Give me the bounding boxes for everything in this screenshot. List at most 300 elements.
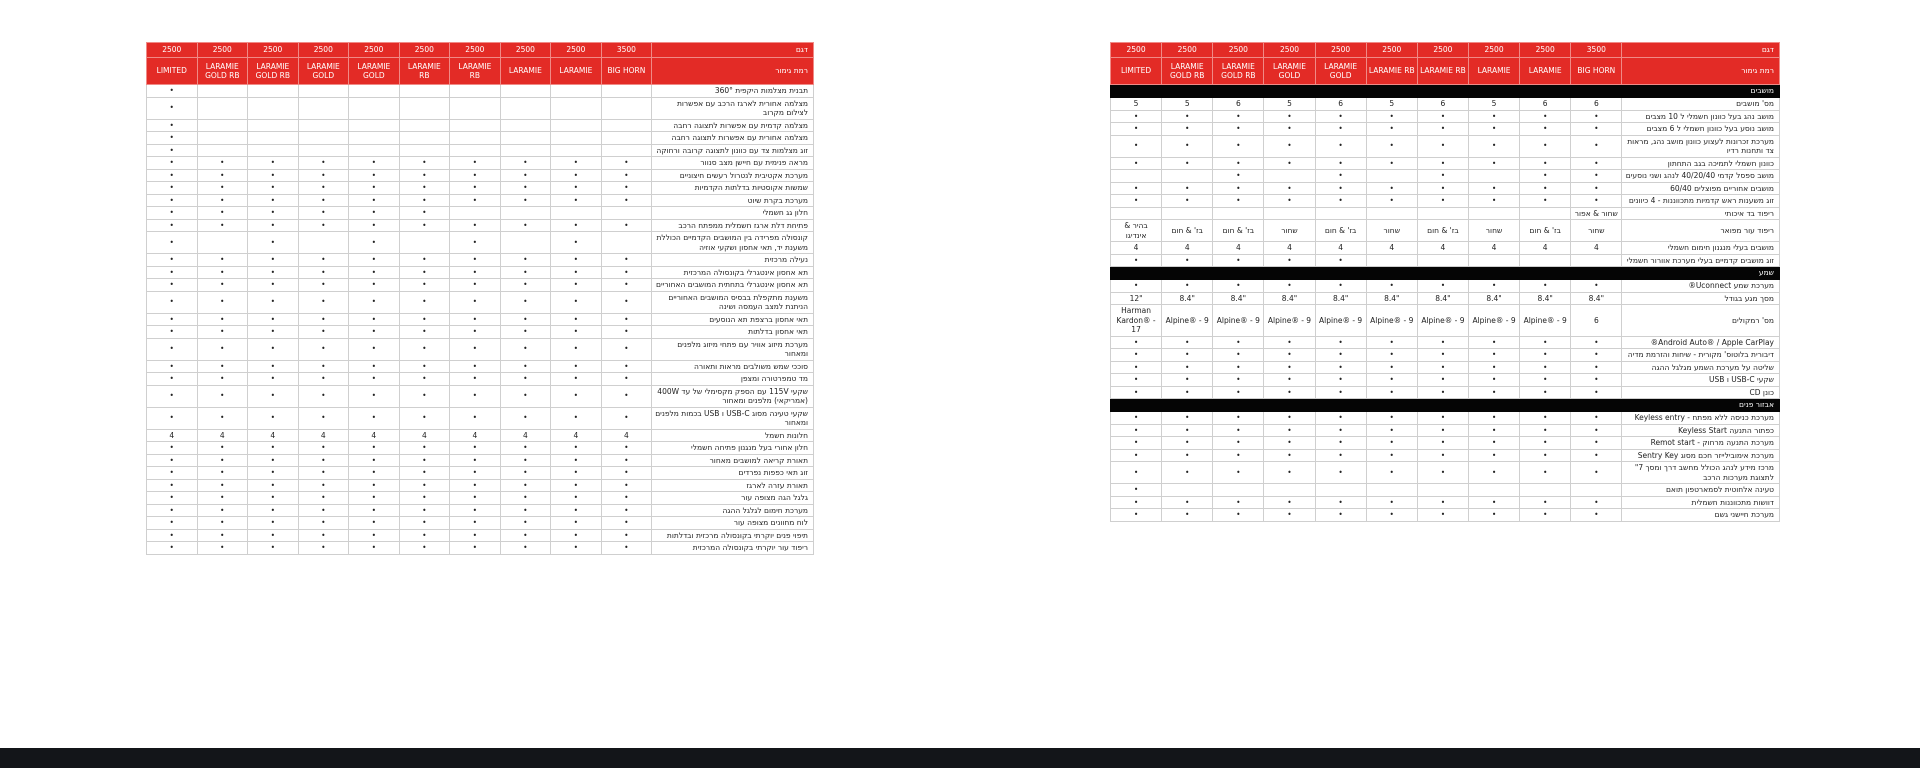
spec-value-cell: • bbox=[1520, 157, 1571, 170]
spec-value-cell: • bbox=[248, 360, 299, 373]
spec-value-cell: • bbox=[1417, 361, 1468, 374]
spec-value-cell bbox=[500, 97, 551, 119]
spec-value-cell: 6 bbox=[1520, 98, 1571, 111]
spec-value-cell bbox=[1315, 207, 1366, 220]
spec-label: סוככי שמש משולבים מראות ותאורה bbox=[652, 360, 814, 373]
spec-value-cell: • bbox=[147, 144, 198, 157]
spec-value-cell: • bbox=[1213, 386, 1264, 399]
spec-label: זוג מושבים קדמיים בעלי מערכת אוורור חשמלי bbox=[1622, 254, 1780, 267]
spec-value-cell: • bbox=[248, 169, 299, 182]
spec-row bbox=[1111, 157, 1780, 170]
spec-value-cell: • bbox=[197, 291, 248, 313]
spec-value-cell: • bbox=[1520, 449, 1571, 462]
spec-value-cell bbox=[450, 97, 501, 119]
spec-row bbox=[1111, 509, 1780, 522]
spec-value-cell bbox=[1315, 484, 1366, 497]
spec-value-cell: • bbox=[551, 279, 602, 292]
spec-label: מערכת חיישני גשם bbox=[1622, 509, 1780, 522]
spec-value-cell: • bbox=[349, 467, 400, 480]
spec-value-cell: • bbox=[500, 517, 551, 530]
spec-value-cell: • bbox=[1520, 509, 1571, 522]
spec-value-cell bbox=[1571, 484, 1622, 497]
spec-label: מערכת חימום לגלגל ההגה bbox=[652, 504, 814, 517]
spec-value-cell: • bbox=[551, 467, 602, 480]
spec-value-cell: • bbox=[1213, 509, 1264, 522]
spec-value-cell: • bbox=[1264, 424, 1315, 437]
spec-row bbox=[1111, 496, 1780, 509]
spec-row bbox=[147, 360, 814, 373]
spec-value-cell: • bbox=[601, 338, 652, 360]
spec-value-cell: • bbox=[147, 279, 198, 292]
column-model-code: 2500 bbox=[450, 43, 501, 58]
spec-label: זוג מצלמות צד עם כוונון לתצוגה קרובה ורחוקה bbox=[652, 144, 814, 157]
spec-value-cell: • bbox=[1417, 123, 1468, 136]
spec-value-cell: • bbox=[298, 207, 349, 220]
spec-value-cell: • bbox=[399, 517, 450, 530]
spec-value-cell: • bbox=[1264, 462, 1315, 484]
spec-value-cell: • bbox=[601, 360, 652, 373]
spec-value-cell: • bbox=[197, 279, 248, 292]
spec-value-cell: בז' & חום bbox=[1520, 220, 1571, 242]
spec-value-cell: • bbox=[399, 219, 450, 232]
spec-value-cell: • bbox=[1315, 157, 1366, 170]
spec-value-cell: • bbox=[450, 542, 501, 555]
spec-value-cell: • bbox=[1213, 182, 1264, 195]
spec-value-cell: • bbox=[1366, 123, 1417, 136]
spec-value-cell: • bbox=[147, 326, 198, 339]
spec-value-cell: • bbox=[1571, 349, 1622, 362]
spec-value-cell: • bbox=[298, 219, 349, 232]
spec-value-cell: • bbox=[450, 407, 501, 429]
spec-value-cell: • bbox=[1315, 170, 1366, 183]
spec-value-cell: • bbox=[1264, 280, 1315, 293]
spec-value-cell: • bbox=[399, 442, 450, 455]
spec-value-cell: שחור bbox=[1468, 220, 1519, 242]
spec-value-cell: • bbox=[1264, 182, 1315, 195]
spec-value-cell bbox=[349, 97, 400, 119]
spec-value-cell: Alpine® - 9 bbox=[1162, 305, 1213, 337]
spec-value-cell bbox=[298, 85, 349, 98]
column-trim-name: BIG HORN bbox=[601, 58, 652, 85]
spec-row bbox=[147, 442, 814, 455]
spec-value-cell: • bbox=[500, 157, 551, 170]
spec-value-cell: • bbox=[248, 442, 299, 455]
spec-value-cell: • bbox=[147, 454, 198, 467]
spec-label: פתיחת דלת ארגז חשמלית ממפתח הרכב bbox=[652, 219, 814, 232]
spec-value-cell: • bbox=[1366, 412, 1417, 425]
spec-value-cell: • bbox=[1162, 509, 1213, 522]
spec-value-cell: • bbox=[601, 479, 652, 492]
spec-value-cell: • bbox=[298, 338, 349, 360]
spec-value-cell: • bbox=[248, 504, 299, 517]
spec-value-cell: 4 bbox=[1417, 242, 1468, 255]
spec-row bbox=[147, 373, 814, 386]
spec-value-cell: • bbox=[1417, 182, 1468, 195]
spec-value-cell: • bbox=[601, 529, 652, 542]
header-trim-row bbox=[1111, 58, 1780, 85]
spec-value-cell bbox=[1417, 254, 1468, 267]
spec-label: מס' מושבים bbox=[1622, 98, 1780, 111]
spec-label: קונסולה מפרידה בין המושבים הקדמיים הכוללת משענת יד, תאי אחסון ושקעי אוזיה bbox=[652, 232, 814, 254]
spec-value-cell: 4 bbox=[1264, 242, 1315, 255]
right-spec-table bbox=[1110, 42, 1780, 522]
spec-value-cell: בז' & חום bbox=[1162, 220, 1213, 242]
spec-label: מד טמפרטורה ומצפן bbox=[652, 373, 814, 386]
spec-value-cell: • bbox=[1162, 496, 1213, 509]
column-trim-name: LARAMIE bbox=[1468, 58, 1519, 85]
spec-value-cell: Alpine® - 9 bbox=[1520, 305, 1571, 337]
spec-value-cell bbox=[399, 119, 450, 132]
spec-value-cell: • bbox=[1315, 123, 1366, 136]
spec-value-cell: • bbox=[1162, 349, 1213, 362]
spec-label: חלון אחורי בעל מנגנון פתיחה חשמלי bbox=[652, 442, 814, 455]
header-corner-trim: רמת גימור bbox=[652, 58, 814, 85]
spec-value-cell: • bbox=[298, 313, 349, 326]
spec-value-cell: • bbox=[1417, 336, 1468, 349]
spec-value-cell: • bbox=[450, 266, 501, 279]
spec-value-cell bbox=[1520, 207, 1571, 220]
spec-value-cell bbox=[500, 132, 551, 145]
spec-value-cell: • bbox=[197, 360, 248, 373]
spec-row bbox=[147, 291, 814, 313]
spec-value-cell: • bbox=[1571, 437, 1622, 450]
spec-value-cell: • bbox=[349, 407, 400, 429]
spec-label: זוג תאי כפפות נפרדים bbox=[652, 467, 814, 480]
spec-value-cell: • bbox=[1111, 336, 1162, 349]
spec-row bbox=[147, 254, 814, 267]
spec-value-cell: • bbox=[1315, 509, 1366, 522]
spec-value-cell: • bbox=[1571, 386, 1622, 399]
spec-label: לוח מחוונים מצופה עור bbox=[652, 517, 814, 530]
spec-value-cell: • bbox=[147, 169, 198, 182]
spec-value-cell: • bbox=[1468, 462, 1519, 484]
spec-value-cell: • bbox=[1111, 462, 1162, 484]
spec-value-cell: • bbox=[450, 385, 501, 407]
spec-value-cell: 4 bbox=[147, 429, 198, 442]
spec-value-cell: • bbox=[1162, 412, 1213, 425]
spec-value-cell bbox=[197, 85, 248, 98]
spec-value-cell bbox=[197, 232, 248, 254]
spec-value-cell: • bbox=[500, 492, 551, 505]
spec-value-cell bbox=[1520, 484, 1571, 497]
spec-row bbox=[1111, 437, 1780, 450]
spec-value-cell: • bbox=[1264, 361, 1315, 374]
spec-value-cell: • bbox=[1520, 280, 1571, 293]
spec-value-cell bbox=[197, 144, 248, 157]
spec-value-cell: • bbox=[147, 442, 198, 455]
spec-value-cell: • bbox=[1264, 496, 1315, 509]
spec-value-cell bbox=[1264, 207, 1315, 220]
spec-value-cell: • bbox=[1366, 135, 1417, 157]
spec-row bbox=[1111, 292, 1780, 305]
spec-row bbox=[1111, 484, 1780, 497]
spec-value-cell: • bbox=[1417, 449, 1468, 462]
spec-value-cell: • bbox=[1417, 135, 1468, 157]
spec-value-cell bbox=[551, 97, 602, 119]
spec-value-cell: • bbox=[147, 207, 198, 220]
spec-value-cell: • bbox=[500, 291, 551, 313]
spec-value-cell: • bbox=[298, 169, 349, 182]
spec-value-cell: • bbox=[248, 517, 299, 530]
column-model-code: 2500 bbox=[1264, 43, 1315, 58]
spec-value-cell bbox=[298, 97, 349, 119]
spec-value-cell: • bbox=[147, 492, 198, 505]
spec-value-cell: • bbox=[1264, 412, 1315, 425]
spec-value-cell: • bbox=[1162, 386, 1213, 399]
spec-value-cell: • bbox=[298, 529, 349, 542]
spec-value-cell bbox=[349, 85, 400, 98]
spec-value-cell: • bbox=[298, 194, 349, 207]
spec-value-cell: • bbox=[1417, 386, 1468, 399]
column-trim-name: LARAMIE GOLD bbox=[349, 58, 400, 85]
spec-row bbox=[147, 492, 814, 505]
spec-value-cell: Alpine® - 9 bbox=[1213, 305, 1264, 337]
spec-value-cell: • bbox=[197, 266, 248, 279]
spec-value-cell: • bbox=[399, 529, 450, 542]
spec-value-cell: • bbox=[1468, 374, 1519, 387]
spec-value-cell: • bbox=[500, 442, 551, 455]
spec-value-cell: • bbox=[248, 529, 299, 542]
spec-value-cell: • bbox=[349, 291, 400, 313]
spec-value-cell: • bbox=[601, 219, 652, 232]
spec-value-cell: • bbox=[298, 542, 349, 555]
spec-value-cell: • bbox=[1162, 462, 1213, 484]
spec-value-cell: • bbox=[197, 542, 248, 555]
header-model-row bbox=[147, 43, 814, 58]
spec-value-cell: • bbox=[1571, 509, 1622, 522]
spec-value-cell: • bbox=[147, 194, 198, 207]
spec-row bbox=[147, 157, 814, 170]
spec-value-cell: • bbox=[248, 385, 299, 407]
spec-value-cell: • bbox=[601, 326, 652, 339]
spec-value-cell: • bbox=[450, 467, 501, 480]
column-trim-name: LARAMIE GOLD RB bbox=[248, 58, 299, 85]
spec-value-cell: • bbox=[1520, 424, 1571, 437]
spec-value-cell: • bbox=[500, 360, 551, 373]
spec-value-cell: • bbox=[1111, 424, 1162, 437]
spec-label: מצלמה אחורית לארגז הרכב עם אפשרות לצילום מקרוב bbox=[652, 97, 814, 119]
spec-label: מערכת אימובילייזר חכם מסוג Sentry Key bbox=[1622, 449, 1780, 462]
spec-value-cell bbox=[551, 132, 602, 145]
spec-row bbox=[147, 479, 814, 492]
spec-value-cell: • bbox=[349, 279, 400, 292]
spec-value-cell bbox=[197, 97, 248, 119]
spec-value-cell bbox=[1264, 484, 1315, 497]
spec-value-cell bbox=[1571, 254, 1622, 267]
spec-value-cell: • bbox=[1468, 424, 1519, 437]
spec-value-cell bbox=[601, 97, 652, 119]
spec-value-cell: בז' & חום bbox=[1213, 220, 1264, 242]
spec-row bbox=[147, 517, 814, 530]
spec-value-cell: • bbox=[500, 254, 551, 267]
spec-value-cell: Harman Kardon® - 17 bbox=[1111, 305, 1162, 337]
spec-label: טעינה אלחוטית לסמארטפון תואם bbox=[1622, 484, 1780, 497]
spec-value-cell bbox=[1366, 254, 1417, 267]
spec-value-cell: • bbox=[1366, 280, 1417, 293]
spec-label: מושב ספסל קדמי 40/20/40 לנהג ושני נוסעים bbox=[1622, 170, 1780, 183]
spec-row bbox=[1111, 449, 1780, 462]
spec-value-cell: • bbox=[551, 313, 602, 326]
spec-value-cell: • bbox=[1468, 336, 1519, 349]
spec-row bbox=[1111, 424, 1780, 437]
spec-value-cell bbox=[248, 132, 299, 145]
spec-value-cell bbox=[197, 119, 248, 132]
spec-value-cell: • bbox=[500, 169, 551, 182]
spec-value-cell: • bbox=[298, 182, 349, 195]
spec-value-cell: • bbox=[349, 385, 400, 407]
spec-value-cell: • bbox=[349, 207, 400, 220]
spec-row bbox=[147, 194, 814, 207]
spec-value-cell: • bbox=[147, 119, 198, 132]
spec-value-cell: • bbox=[399, 479, 450, 492]
spec-value-cell: • bbox=[1111, 195, 1162, 208]
spec-value-cell bbox=[399, 232, 450, 254]
spec-value-cell: שחור bbox=[1264, 220, 1315, 242]
spec-value-cell: • bbox=[399, 360, 450, 373]
spec-value-cell: • bbox=[349, 157, 400, 170]
spec-label: ריפוד עור יוקרתי בקונסולה המרכזית bbox=[652, 542, 814, 555]
spec-value-cell: 4 bbox=[450, 429, 501, 442]
spec-value-cell: • bbox=[1520, 336, 1571, 349]
spec-value-cell: • bbox=[551, 542, 602, 555]
spec-label: מערכת התנעה מרחוק - Remot start bbox=[1622, 437, 1780, 450]
spec-value-cell: • bbox=[551, 169, 602, 182]
spec-value-cell: • bbox=[601, 182, 652, 195]
spec-value-cell: • bbox=[601, 169, 652, 182]
spec-value-cell: • bbox=[248, 479, 299, 492]
spec-value-cell: • bbox=[1264, 386, 1315, 399]
spec-value-cell: • bbox=[197, 492, 248, 505]
spec-value-cell: • bbox=[1264, 336, 1315, 349]
spec-value-cell: • bbox=[1315, 386, 1366, 399]
spec-row bbox=[1111, 254, 1780, 267]
spec-value-cell: • bbox=[1111, 349, 1162, 362]
right-spec-page bbox=[1110, 42, 1780, 522]
spec-value-cell: • bbox=[349, 360, 400, 373]
spec-value-cell: • bbox=[500, 194, 551, 207]
spec-value-cell: • bbox=[298, 326, 349, 339]
spec-label: זוג משענות ראש קדמיות מתכווננות - 4 כיוונים bbox=[1622, 195, 1780, 208]
spec-value-cell: • bbox=[1520, 110, 1571, 123]
spec-label: מראה פנימית עם חיישן מצב סנוור bbox=[652, 157, 814, 170]
spec-value-cell: • bbox=[399, 291, 450, 313]
spec-value-cell: • bbox=[1417, 349, 1468, 362]
spec-value-cell: • bbox=[1520, 386, 1571, 399]
spec-value-cell: • bbox=[450, 504, 501, 517]
spec-value-cell: • bbox=[349, 326, 400, 339]
spec-value-cell bbox=[1264, 170, 1315, 183]
spec-value-cell: • bbox=[601, 385, 652, 407]
spec-value-cell: • bbox=[1264, 349, 1315, 362]
spec-value-cell: • bbox=[551, 338, 602, 360]
spec-value-cell: • bbox=[1417, 110, 1468, 123]
spec-value-cell: • bbox=[298, 517, 349, 530]
spec-value-cell: • bbox=[1111, 110, 1162, 123]
spec-value-cell: • bbox=[197, 182, 248, 195]
spec-value-cell: • bbox=[1417, 462, 1468, 484]
section-header-row bbox=[1111, 399, 1780, 412]
spec-value-cell: • bbox=[500, 313, 551, 326]
spec-value-cell: • bbox=[1571, 195, 1622, 208]
spec-value-cell: • bbox=[1571, 182, 1622, 195]
spec-value-cell: • bbox=[1417, 157, 1468, 170]
spec-value-cell: • bbox=[1315, 462, 1366, 484]
spec-value-cell: • bbox=[1162, 110, 1213, 123]
spec-value-cell: • bbox=[1366, 110, 1417, 123]
spec-value-cell: • bbox=[1315, 182, 1366, 195]
column-trim-name: BIG HORN bbox=[1571, 58, 1622, 85]
spec-value-cell: • bbox=[147, 373, 198, 386]
spec-row bbox=[147, 182, 814, 195]
spec-value-cell: • bbox=[601, 373, 652, 386]
spec-value-cell: • bbox=[399, 454, 450, 467]
spec-value-cell: • bbox=[1315, 195, 1366, 208]
spec-value-cell: • bbox=[450, 232, 501, 254]
spec-value-cell: • bbox=[551, 385, 602, 407]
spec-row bbox=[147, 429, 814, 442]
spec-value-cell: • bbox=[147, 254, 198, 267]
spec-value-cell: • bbox=[500, 385, 551, 407]
spec-value-cell: • bbox=[1366, 349, 1417, 362]
spec-value-cell: • bbox=[500, 542, 551, 555]
spec-value-cell: • bbox=[197, 157, 248, 170]
spec-value-cell bbox=[500, 232, 551, 254]
column-trim-name: LIMITED bbox=[147, 58, 198, 85]
spec-row bbox=[1111, 280, 1780, 293]
spec-label: מערכת אקטיבית לנטרול רעשים חיצוניים bbox=[652, 169, 814, 182]
spec-value-cell: • bbox=[1213, 135, 1264, 157]
spec-value-cell: • bbox=[601, 542, 652, 555]
spec-value-cell: • bbox=[1571, 412, 1622, 425]
spec-value-cell: • bbox=[1162, 449, 1213, 462]
spec-value-cell: • bbox=[450, 373, 501, 386]
spec-value-cell: • bbox=[551, 291, 602, 313]
spec-label: שקעי טעינה מסוג USB-C ו USB בכמות מלפנים ומאחור bbox=[652, 407, 814, 429]
spec-value-cell: • bbox=[248, 279, 299, 292]
spec-value-cell bbox=[450, 144, 501, 157]
spec-value-cell bbox=[1417, 207, 1468, 220]
spec-value-cell: 4 bbox=[1315, 242, 1366, 255]
spec-value-cell: • bbox=[601, 194, 652, 207]
spec-value-cell: • bbox=[1264, 449, 1315, 462]
column-model-code: 2500 bbox=[248, 43, 299, 58]
spec-value-cell: • bbox=[1571, 157, 1622, 170]
spec-value-cell bbox=[1111, 207, 1162, 220]
spec-value-cell: • bbox=[248, 338, 299, 360]
spec-value-cell: 4 bbox=[248, 429, 299, 442]
spec-value-cell: • bbox=[1417, 280, 1468, 293]
spec-value-cell: • bbox=[1417, 374, 1468, 387]
spec-value-cell: • bbox=[298, 504, 349, 517]
spec-value-cell: • bbox=[197, 169, 248, 182]
spec-value-cell: • bbox=[1111, 254, 1162, 267]
spec-value-cell: • bbox=[500, 407, 551, 429]
spec-value-cell bbox=[399, 97, 450, 119]
spec-label: תאי אחסון ברצפת תא הנוסעים bbox=[652, 313, 814, 326]
spec-label: מסך מגע בגודל bbox=[1622, 292, 1780, 305]
spec-value-cell bbox=[1468, 254, 1519, 267]
spec-row bbox=[147, 85, 814, 98]
spec-label: ריפוד בד איכותי bbox=[1622, 207, 1780, 220]
spec-value-cell: • bbox=[248, 194, 299, 207]
spec-value-cell bbox=[500, 144, 551, 157]
spec-value-cell: • bbox=[551, 219, 602, 232]
spec-value-cell bbox=[349, 144, 400, 157]
spec-value-cell: • bbox=[1111, 386, 1162, 399]
spec-value-cell: • bbox=[349, 373, 400, 386]
spec-value-cell: 8.4" bbox=[1571, 292, 1622, 305]
spec-row bbox=[1111, 374, 1780, 387]
